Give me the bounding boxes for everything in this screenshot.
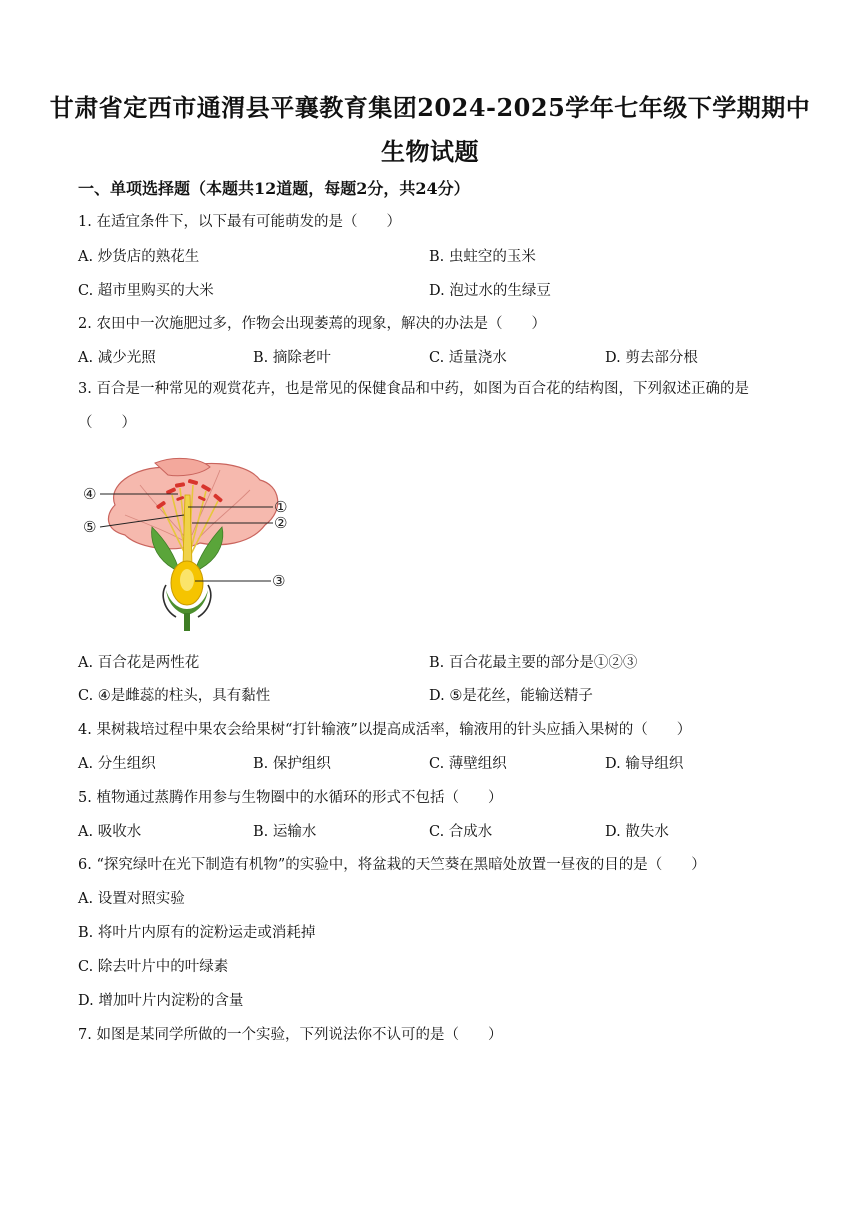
question-5-option-a: A. 吸收水 [78, 824, 142, 840]
question-1-option-d: D. 泡过水的生绿豆 [429, 283, 551, 299]
question-5-option-b: B. 运输水 [253, 824, 317, 840]
style [183, 495, 192, 565]
label-1: ① [274, 498, 288, 516]
question-1-option-b: B. 虫蛀空的玉米 [429, 249, 536, 265]
question-4-stem: 4. 果树栽培过程中果农会给果树“打针输液”以提高成活率，输液用的针头应插入果树的（ ） [78, 722, 692, 738]
question-1-option-c: C. 超市里购买的大米 [78, 283, 214, 299]
question-6-option-b: B. 将叶片内原有的淀粉运走或消耗掉 [78, 925, 316, 941]
label-4: ④ [83, 485, 97, 503]
petal-shape [108, 463, 277, 548]
ovule [180, 569, 194, 591]
question-1-stem: 1. 在适宜条件下，以下最有可能萌发的是（ ） [78, 214, 401, 230]
question-4-option-a: A. 分生组织 [78, 756, 156, 772]
section-heading: 一、单项选择题（本题共12道题，每题2分，共24分） [78, 179, 470, 198]
lily-flower-diagram [80, 455, 295, 635]
question-2-option-b: B. 摘除老叶 [253, 350, 331, 366]
question-1-option-a: A. 炒货店的熟花生 [78, 249, 200, 265]
question-3-option-b: B. 百合花最主要的部分是①②③ [429, 655, 638, 671]
question-6-option-a: A. 设置对照实验 [78, 891, 185, 907]
question-4-option-c: C. 薄壁组织 [429, 756, 507, 772]
question-6-option-c: C. 除去叶片中的叶绿素 [78, 959, 229, 975]
question-6-option-d: D. 增加叶片内淀粉的含量 [78, 993, 244, 1009]
label-3: ③ [272, 572, 286, 590]
label-5: ⑤ [83, 518, 97, 536]
question-2-option-d: D. 剪去部分根 [605, 350, 698, 366]
label-2: ② [274, 514, 288, 532]
question-4-option-b: B. 保护组织 [253, 756, 331, 772]
stalk [184, 613, 190, 631]
document-subtitle: 生物试题 [381, 137, 479, 166]
question-5-option-c: C. 合成水 [429, 824, 493, 840]
question-7-stem: 7. 如图是某同学所做的一个实验，下列说法你不认可的是（ ） [78, 1027, 503, 1043]
question-3-option-c: C. ④是雌蕊的柱头，具有黏性 [78, 688, 271, 704]
question-4-option-d: D. 输导组织 [605, 756, 684, 772]
question-2-option-a: A. 减少光照 [78, 350, 156, 366]
document-title: 甘肃省定西市通渭县平襄教育集团2024-2025学年七年级下学期期中 [49, 93, 811, 122]
question-3-option-a: A. 百合花是两性花 [78, 655, 200, 671]
question-5-stem: 5. 植物通过蒸腾作用参与生物圈中的水循环的形式不包括（ ） [78, 790, 503, 806]
question-6-stem: 6. “探究绿叶在光下制造有机物”的实验中，将盆栽的天竺葵在黑暗处放置一昼夜的目的是（ ） [78, 857, 706, 873]
question-3-stem: 3. 百合是一种常见的观赏花卉，也是常见的保健食品和中药，如图为百合花的结构图，下列叙述正确的是（ ） [78, 381, 749, 431]
question-5-option-d: D. 散失水 [605, 824, 669, 840]
question-2-option-c: C. 适量浇水 [429, 350, 507, 366]
question-2-stem: 2. 农田中一次施肥过多，作物会出现萎蔫的现象，解决的办法是（ ） [78, 316, 546, 332]
question-3-option-d: D. ⑤是花丝，能输送精子 [429, 688, 593, 704]
